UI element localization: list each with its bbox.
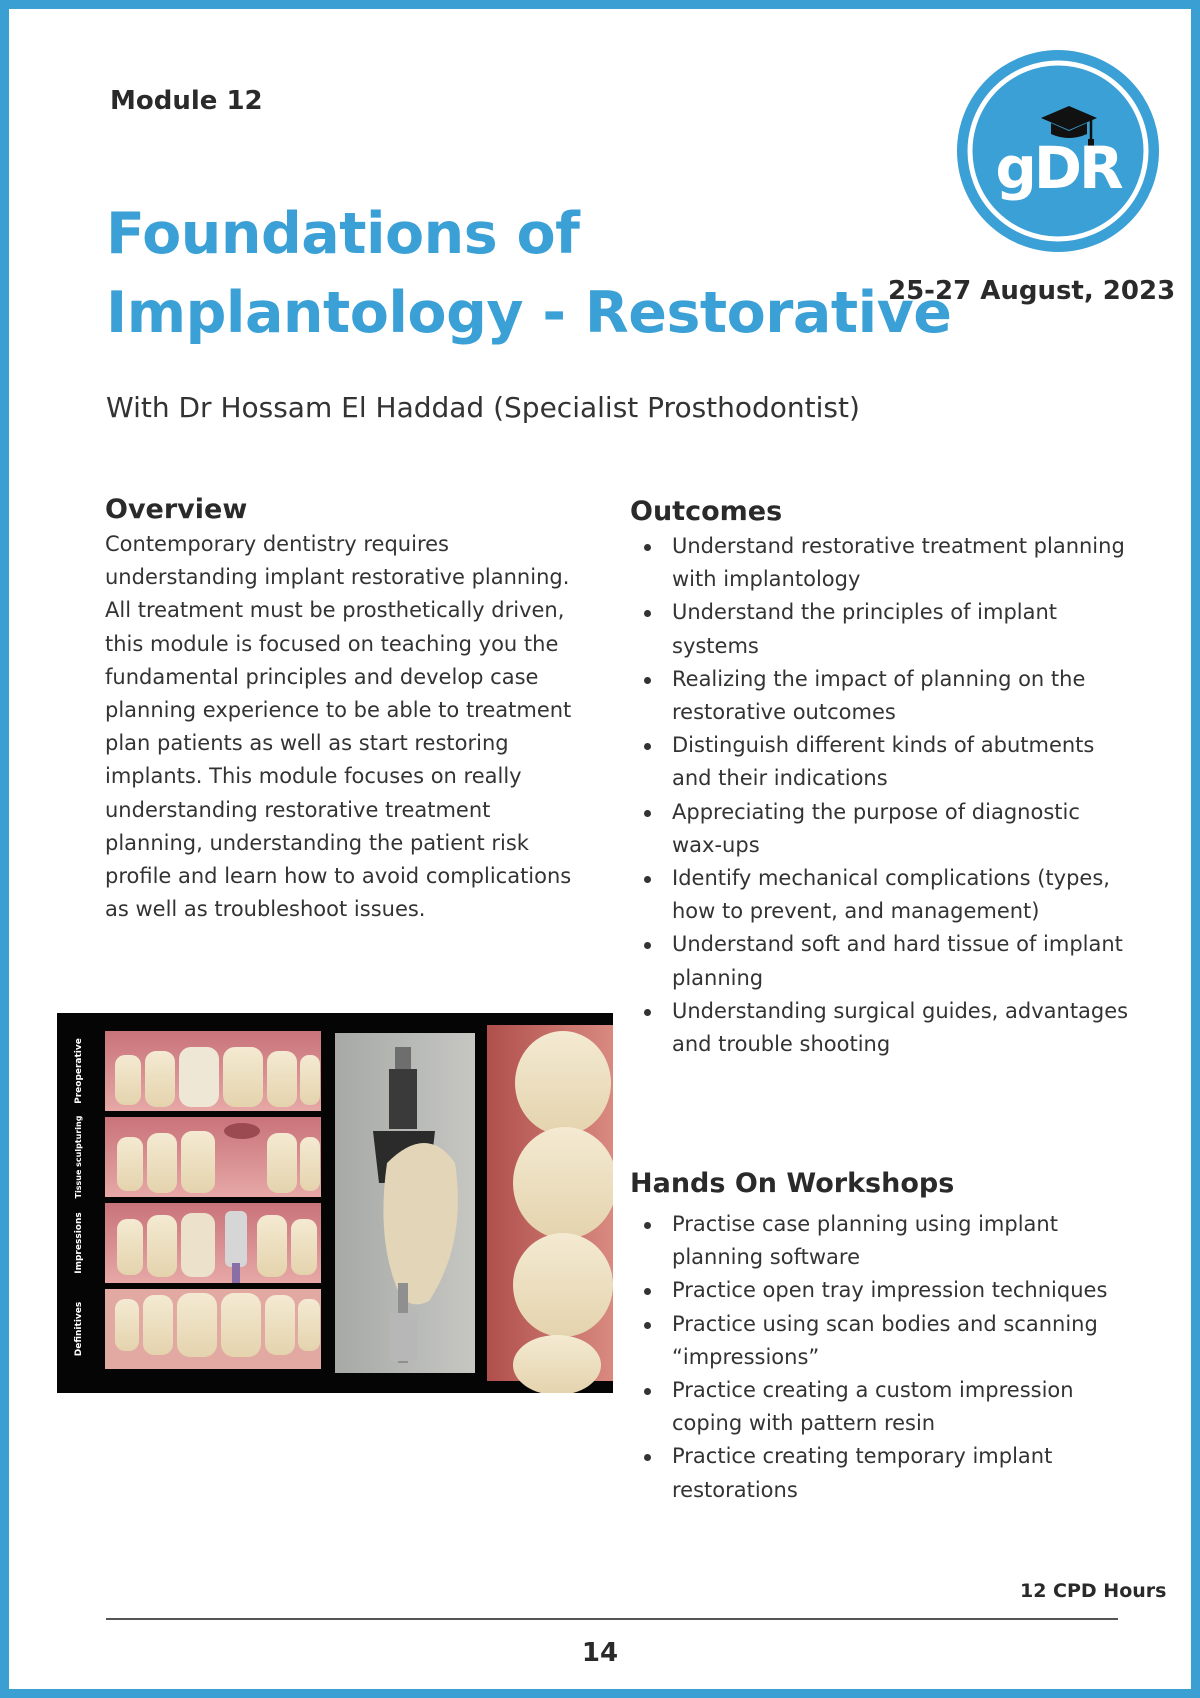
tissue-sculpturing-photo <box>105 1117 321 1197</box>
title-line-2: Implantology - Restorative <box>106 280 952 346</box>
outcomes-list <box>630 530 1130 1061</box>
module-label: Module 12 <box>110 86 263 116</box>
abutment-photo <box>335 1033 475 1373</box>
list-item: Understand the principles of implant systems <box>630 596 1130 662</box>
clinical-photo <box>57 1013 613 1393</box>
list-item: Practice creating a custom impression coping with pattern resin <box>630 1374 1130 1440</box>
list-item: Understanding surgical guides, advantages and trouble shooting <box>630 995 1130 1061</box>
workshops-list <box>630 1208 1130 1507</box>
logo-text: gDR <box>995 134 1121 202</box>
cpd-hours: 12 CPD Hours <box>1020 1580 1167 1602</box>
list-item: Practice using scan bodies and scanning “impressions” <box>630 1308 1130 1374</box>
overview-body: Contemporary dentistry requires understanding implant restorative planning. All treatment must be prosthetically driven, this module is focused on teaching you the fundamental principles and develop case planning experience to be able to treatment plan patients as well as start restoring implants. This module focuses on really understanding restorative treatment planning, understanding the patient risk profile and learn how to avoid complications as well as troubleshoot issues. <box>105 532 572 922</box>
overview-heading: Overview <box>105 494 248 525</box>
label-preoperative: Preoperative <box>74 1038 84 1104</box>
page-number: 14 <box>581 1638 619 1668</box>
outcomes-heading: Outcomes <box>630 496 783 527</box>
list-item: Understand soft and hard tissue of implant planning <box>630 928 1130 994</box>
list-item: Understand restorative treatment planning with implantology <box>630 530 1130 596</box>
definitives-photo <box>105 1289 321 1369</box>
footer-divider <box>106 1618 1118 1620</box>
preoperative-photo <box>105 1031 321 1111</box>
instructor-subtitle: With Dr Hossam El Haddad (Specialist Prosthodontist) <box>106 391 860 424</box>
page-title <box>106 195 952 353</box>
course-date: 25-27 August, 2023 <box>888 276 1176 306</box>
teeth-closeup-photo <box>487 1025 613 1393</box>
list-item: Practice open tray impression techniques <box>630 1274 1130 1307</box>
list-item: Practice creating temporary implant restorations <box>630 1440 1130 1506</box>
workshops-section <box>630 1166 1130 1507</box>
clinical-photo-illustration <box>57 1013 613 1393</box>
list-item: Realizing the impact of planning on the restorative outcomes <box>630 663 1130 729</box>
overview-section <box>105 492 585 926</box>
gdr-logo <box>957 50 1159 252</box>
workshops-heading: Hands On Workshops <box>630 1168 955 1199</box>
list-item: Practise case planning using implant planning software <box>630 1208 1130 1274</box>
list-item: Appreciating the purpose of diagnostic wax-ups <box>630 796 1130 862</box>
list-item: Distinguish different kinds of abutments and their indications <box>630 729 1130 795</box>
label-impressions: Impressions <box>74 1212 84 1274</box>
label-definitives: Definitives <box>74 1301 84 1357</box>
impressions-photo <box>105 1203 321 1283</box>
outcomes-section <box>630 494 1130 1061</box>
label-tissue-sculpturing: Tissue sculpturing <box>74 1115 83 1199</box>
list-item: Identify mechanical complications (types, how to prevent, and management) <box>630 862 1130 928</box>
title-line-1: Foundations of <box>106 201 580 267</box>
